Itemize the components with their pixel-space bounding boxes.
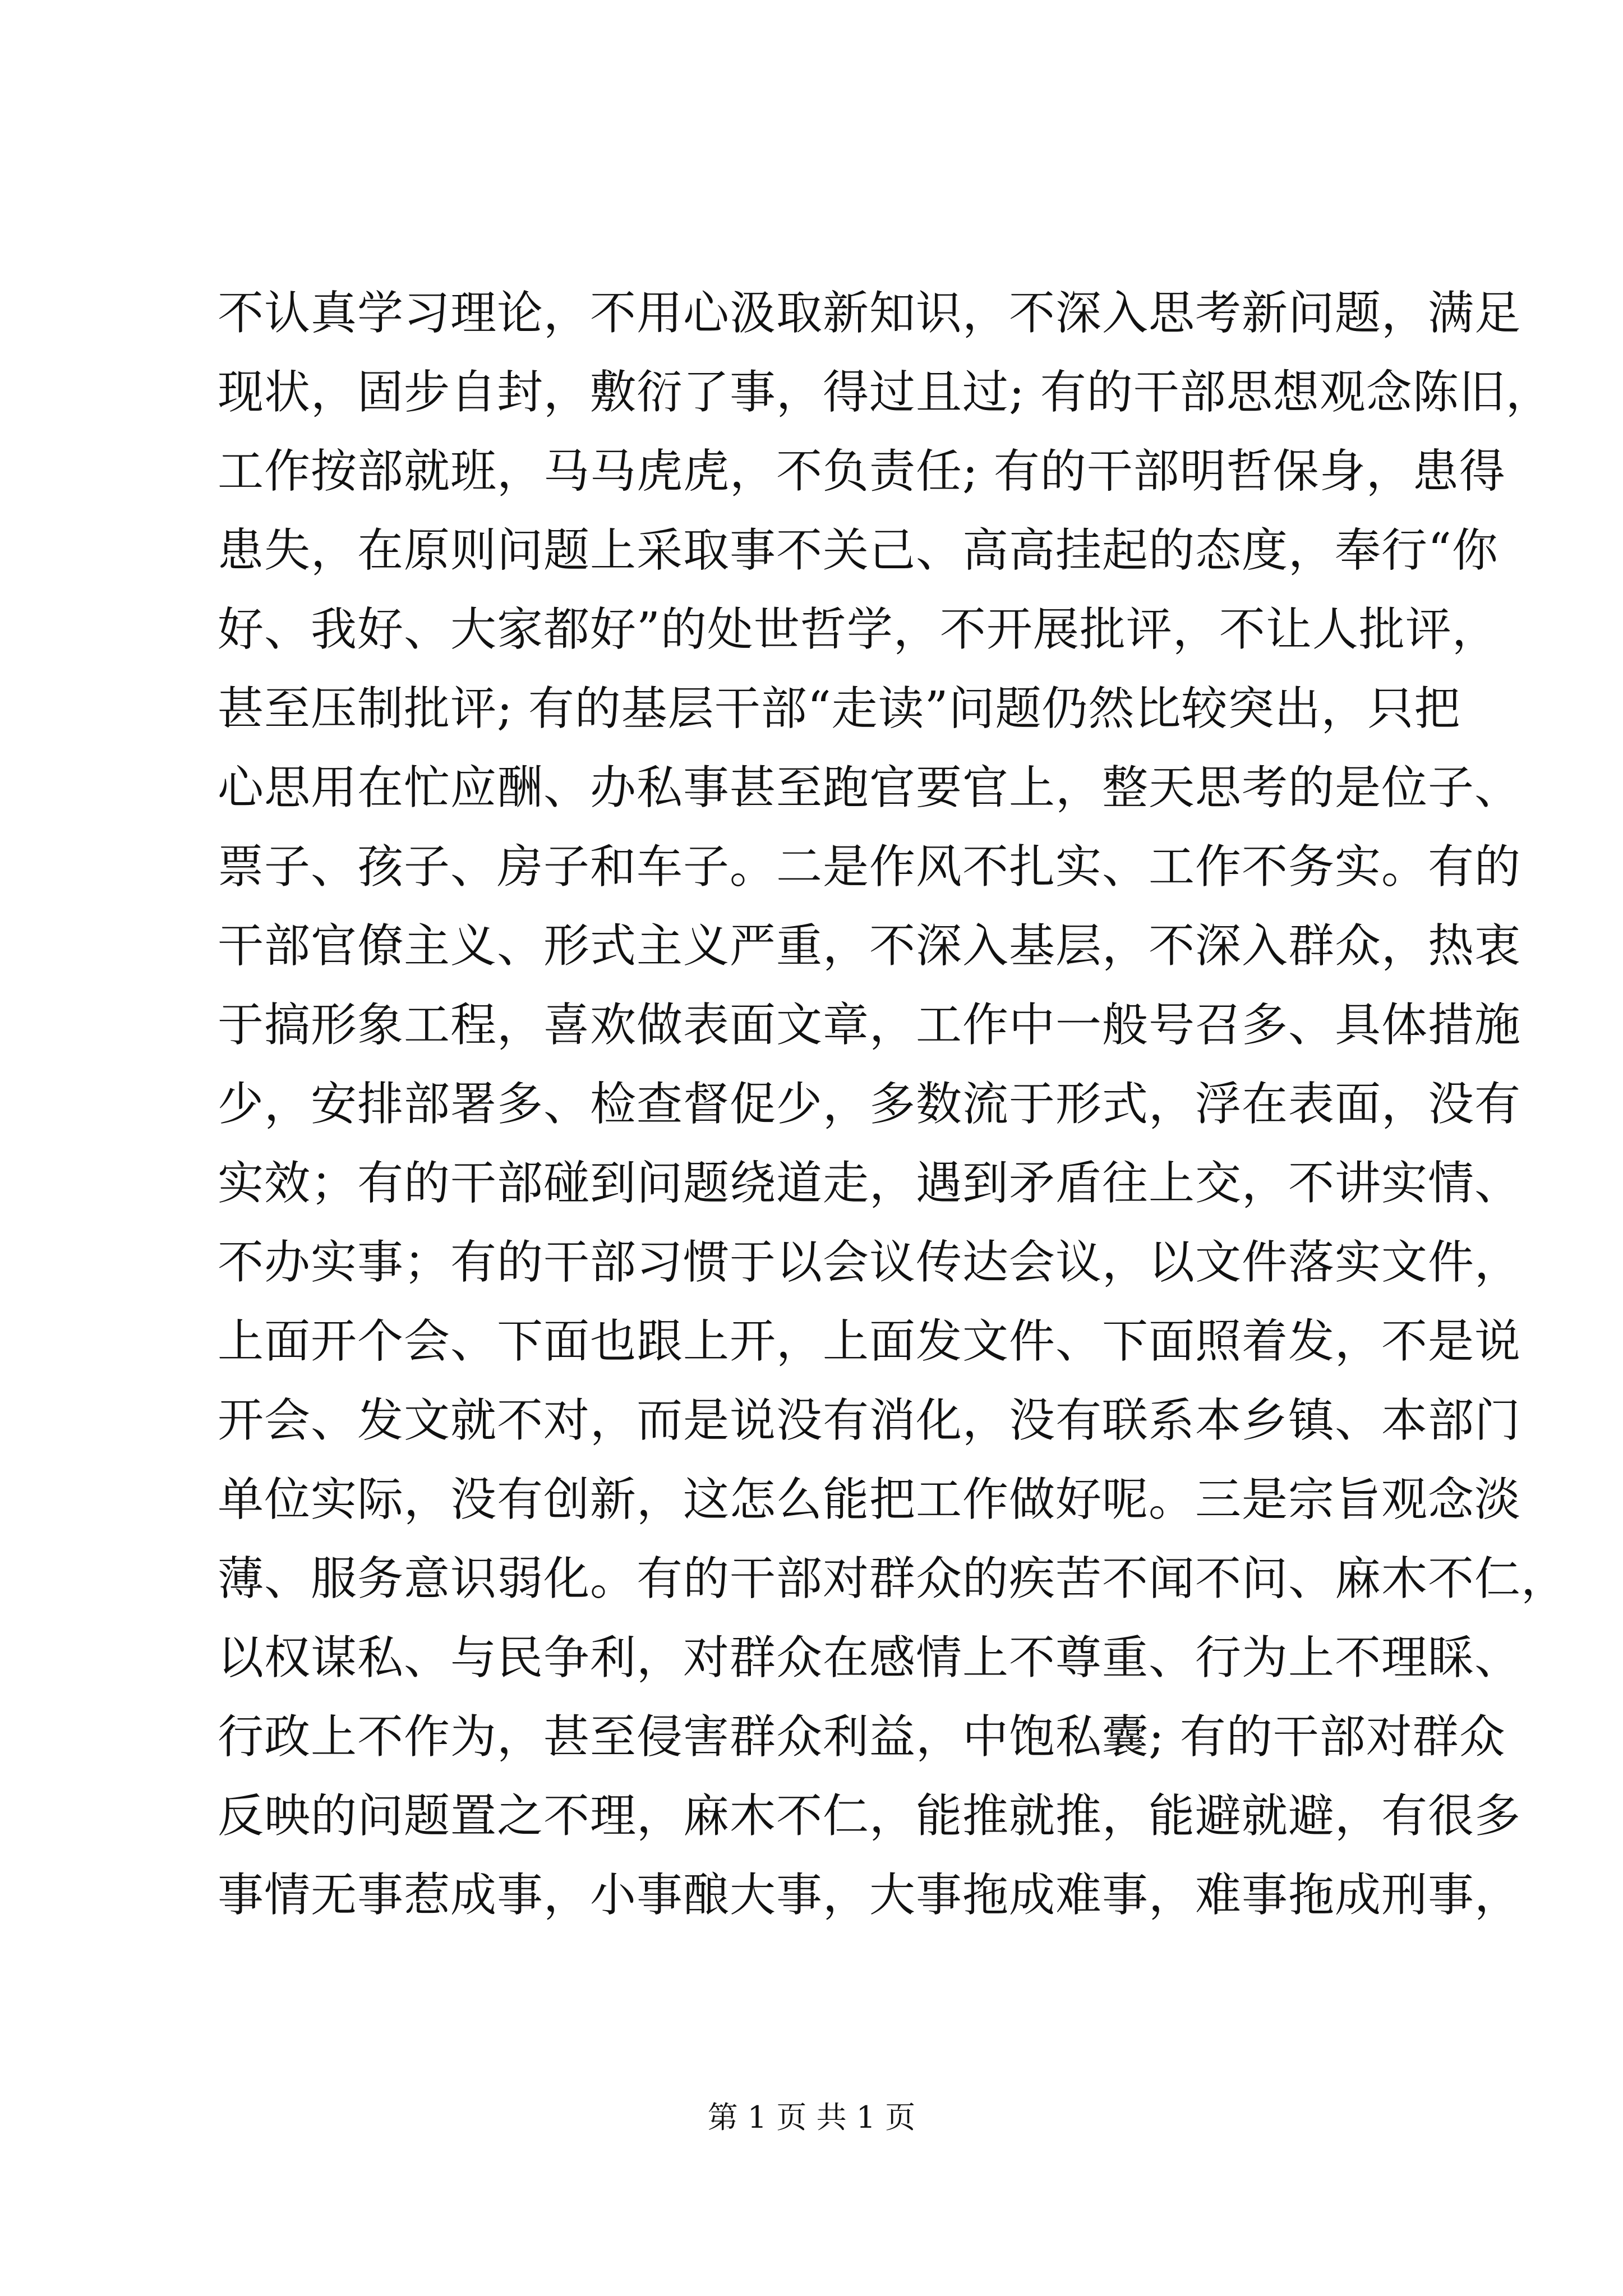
text-line-18: 以权谋私、与民争利，对群众在感情上不尊重、行为上不理睬、: [218, 1631, 1521, 1685]
page-footer: 第 1 页 共 1 页: [707, 2100, 916, 2135]
text-line-2: 现状，固步自封，敷衍了事，得过且过; 有的干部思想观念陈旧，: [218, 366, 1552, 419]
text-line-9: 干部官僚主义、形式主义严重，不深入基层，不深入群众，热衷: [218, 919, 1521, 973]
text-line-10: 于搞形象工程，喜欢做表面文章，工作中一般号召多、具体措施: [218, 999, 1521, 1052]
text-line-13: 不办实事；有的干部习惯于以会议传达会议，以文件落实文件，: [218, 1236, 1521, 1289]
text-line-11: 少，安排部署多、检查督促少，多数流于形式，浮在表面，没有: [218, 1078, 1521, 1131]
text-line-4: 患失，在原则问题上采取事不关己、高高挂起的态度，奉行“你: [218, 524, 1498, 577]
text-line-14: 上面开个会、下面也跟上开，上面发文件、下面照着发，不是说: [218, 1315, 1521, 1368]
text-line-19: 行政上不作为，甚至侵害群众利益，中饱私囊; 有的干部对群众: [218, 1710, 1506, 1764]
text-line-15: 开会、发文就不对，而是说没有消化，没有联系本乡镇、本部门: [218, 1394, 1521, 1447]
text-line-12: 实效；有的干部碰到问题绕道走，遇到矛盾往上交，不讲实情、: [218, 1157, 1521, 1210]
text-line-21: 事情无事惹成事，小事酿大事，大事拖成难事，难事拖成刑事，: [218, 1869, 1521, 1922]
text-line-5: 好、我好、大家都好”的处世哲学，不开展批评，不让人批评，: [218, 603, 1498, 656]
text-line-16: 单位实际，没有创新，这怎么能把工作做好呢。三是宗旨观念淡: [218, 1473, 1521, 1526]
text-line-20: 反映的问题置之不理，麻木不仁，能推就推，能避就避，有很多: [218, 1789, 1521, 1843]
text-line-7: 心思用在忙应酬、办私事甚至跑官要官上，整天思考的是位子、: [218, 761, 1521, 815]
text-line-8: 票子、孩子、房子和车子。二是作风不扎实、工作不务实。有的: [218, 840, 1521, 894]
body-text: [218, 274, 1568, 1935]
text-line-1: 不认真学习理论，不用心汲取新知识，不深入思考新问题，满足: [218, 287, 1521, 340]
text-line-6: 甚至压制批评; 有的基层干部“走读”问题仍然比较突出，只把: [218, 682, 1461, 735]
text-line-3: 工作按部就班，马马虎虎，不负责任; 有的干部明哲保身，患得: [218, 445, 1506, 498]
text-line-17: 薄、服务意识弱化。有的干部对群众的疾苦不闻不问、麻木不仁，: [218, 1552, 1568, 1605]
